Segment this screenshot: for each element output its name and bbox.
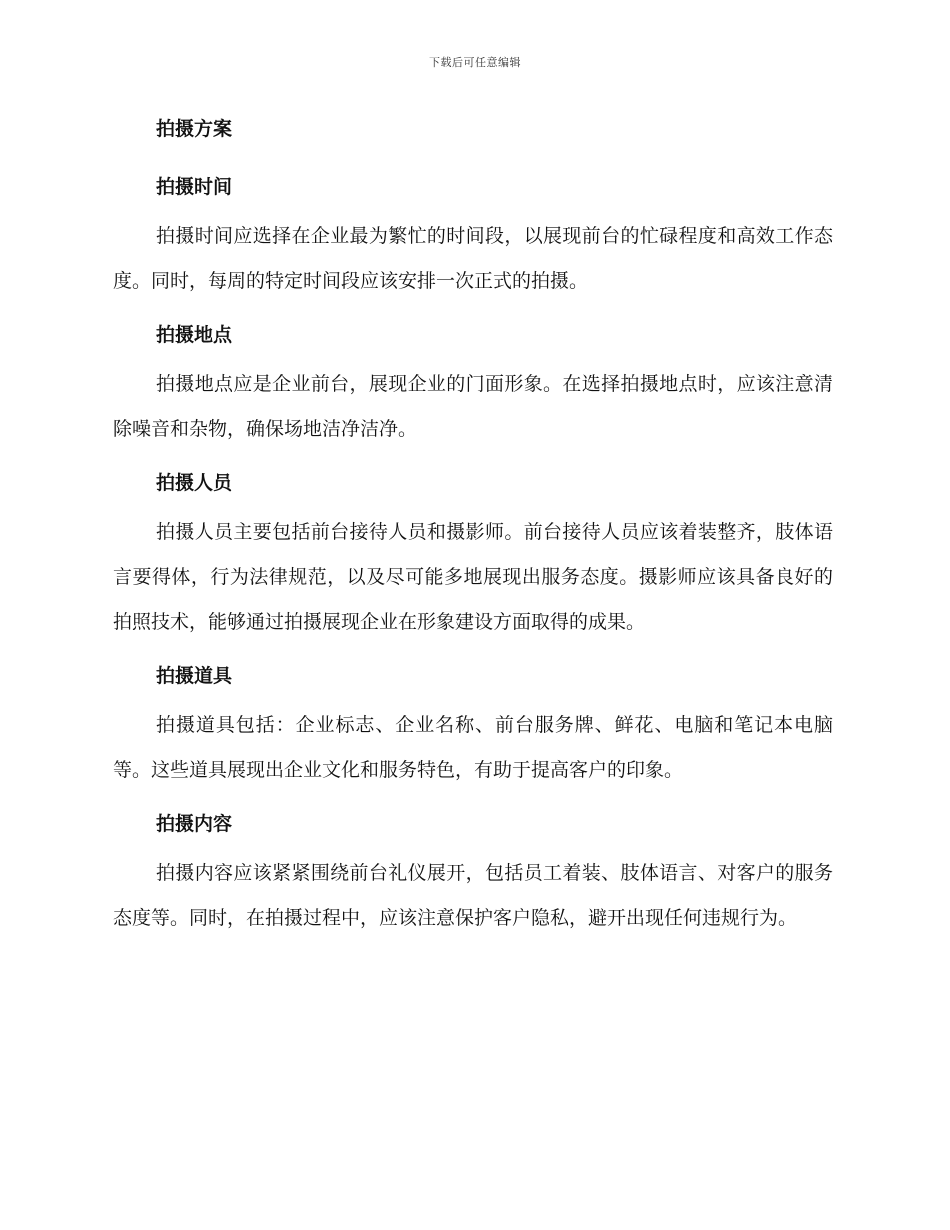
document-body: [113, 110, 833, 941]
section-body-location: 拍摄地点应是企业前台，展现企业的门面形象。在选择拍摄地点时，应该注意清除噪音和杂物，确保场地洁净洁净。: [113, 373, 833, 440]
page-header: 下载后可任意编辑: [429, 56, 521, 69]
section-body-content: 拍摄内容应该紧紧围绕前台礼仪展开，包括员工着装、肢体语言、对客户的服务态度等。同时，在拍摄过程中，应该注意保护客户隐私，避开出现任何违规行为。: [113, 862, 833, 929]
section-body-props: 拍摄道具包括：企业标志、企业名称、前台服务牌、鲜花、电脑和笔记本电脑等。这些道具展现出企业文化和服务特色，有助于提高客户的印象。: [113, 714, 833, 781]
section-heading-location: 拍摄地点: [156, 324, 233, 346]
section-heading-time: 拍摄时间: [156, 176, 233, 198]
section-body-personnel: 拍摄人员主要包括前台接待人员和摄影师。前台接待人员应该着装整齐，肢体语言要得体，行为法律规范，以及尽可能多地展现出服务态度。摄影师应该具备良好的拍照技术，能够通过拍摄展现企业在形象建设方面取得的成果。: [113, 521, 833, 633]
section-heading-personnel: 拍摄人员: [156, 472, 233, 494]
document-title: 拍摄方案: [156, 118, 233, 140]
section-body-time: 拍摄时间应选择在企业最为繁忙的时间段，以展现前台的忙碌程度和高效工作态度。同时，每周的特定时间段应该安排一次正式的拍摄。: [113, 225, 833, 292]
section-heading-props: 拍摄道具: [156, 665, 233, 687]
section-heading-content: 拍摄内容: [156, 813, 233, 835]
